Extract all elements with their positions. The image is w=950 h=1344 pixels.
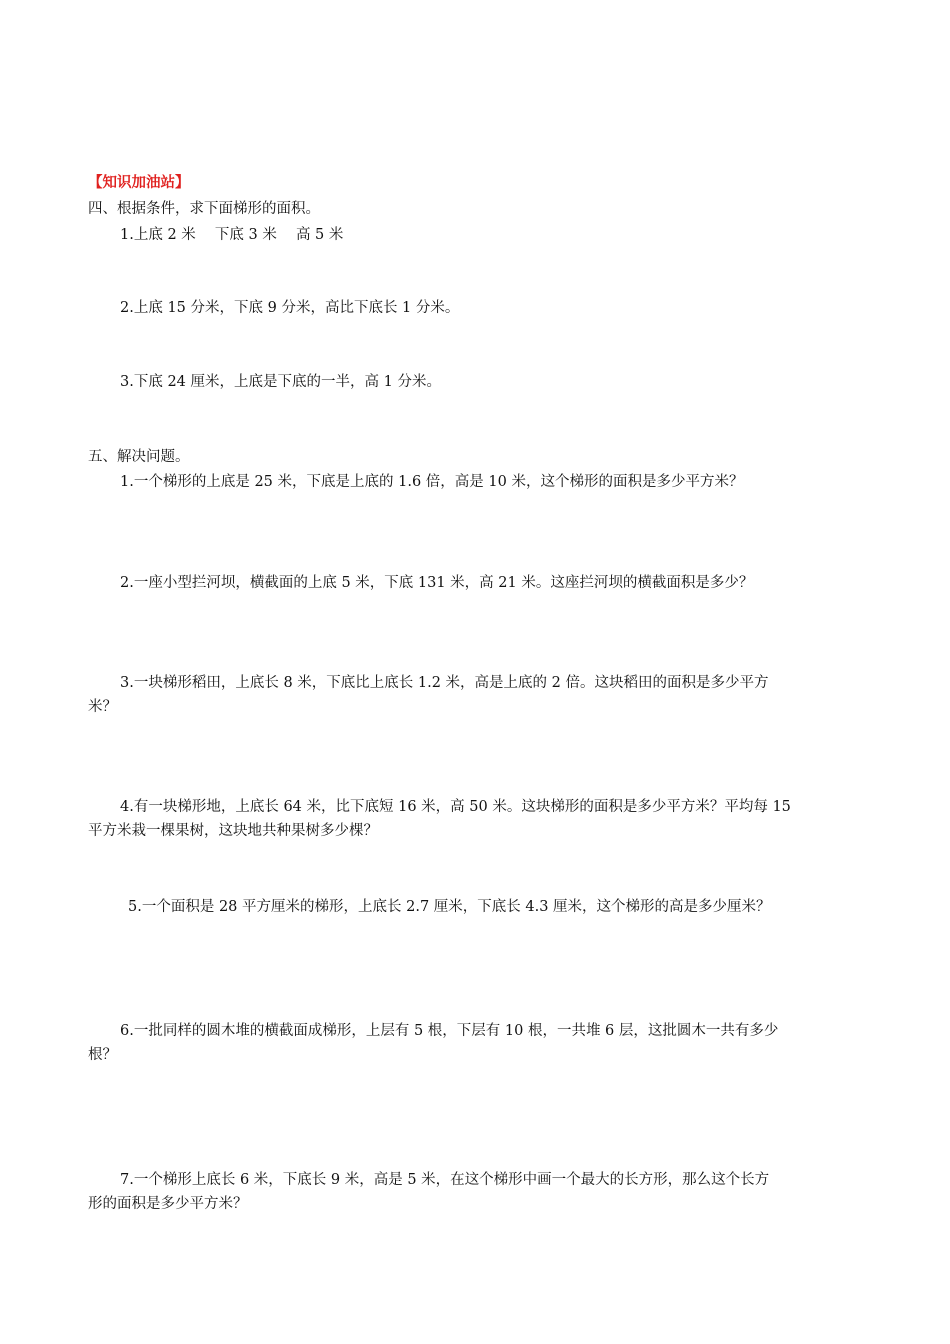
section-4-item-3: 3.下底 24 厘米，上底是下底的一半，高 1 分米。	[120, 374, 441, 390]
problem-3-line-2: 米？	[88, 699, 117, 715]
problem-4-line-1: 4.有一块梯形地，上底长 64 米，比下底短 16 米，高 50 米。这块梯形的面积是多少平方米？平均每 15	[120, 799, 791, 815]
section-header: 【知识加油站】	[88, 174, 190, 191]
problem-5: 5.一个面积是 28 平方厘米的梯形，上底长 2.7 厘米，下底长 4.3 厘米，这个梯形的高是多少厘米？	[128, 899, 771, 915]
problem-2: 2.一座小型拦河坝，横截面的上底 5 米，下底 131 米，高 21 米。这座拦河坝的横截面积是多少？	[120, 575, 754, 591]
section-5-title: 五、解决问题。	[88, 449, 190, 465]
problem-1: 1.一个梯形的上底是 25 米，下底是上底的 1.6 倍，高是 10 米，这个梯形的面积是多少平方米？	[120, 474, 744, 490]
section-4-title: 四、根据条件，求下面梯形的面积。	[88, 201, 320, 217]
problem-7-line-1: 7.一个梯形上底长 6 米，下底长 9 米，高是 5 米，在这个梯形中画一个最大的长方形，那么这个长方	[120, 1172, 770, 1188]
section-4-item-1: 1.上底 2 米 下底 3 米 高 5 米	[120, 227, 344, 243]
problem-6-line-1: 6.一批同样的圆木堆的横截面成梯形，上层有 5 根，下层有 10 根，一共堆 6 层，这批圆木一共有多少	[120, 1023, 779, 1039]
section-4-item-2: 2.上底 15 分米，下底 9 分米，高比下底长 1 分米。	[120, 300, 460, 316]
problem-3-line-1: 3.一块梯形稻田，上底长 8 米，下底比上底长 1.2 米，高是上底的 2 倍。这块稻田的面积是多少平方	[120, 675, 769, 691]
problem-4-line-2: 平方米栽一棵果树，这块地共种果树多少棵？	[88, 823, 378, 839]
problem-7-line-2: 形的面积是多少平方米？	[88, 1196, 248, 1212]
problem-6-line-2: 根？	[88, 1047, 117, 1063]
